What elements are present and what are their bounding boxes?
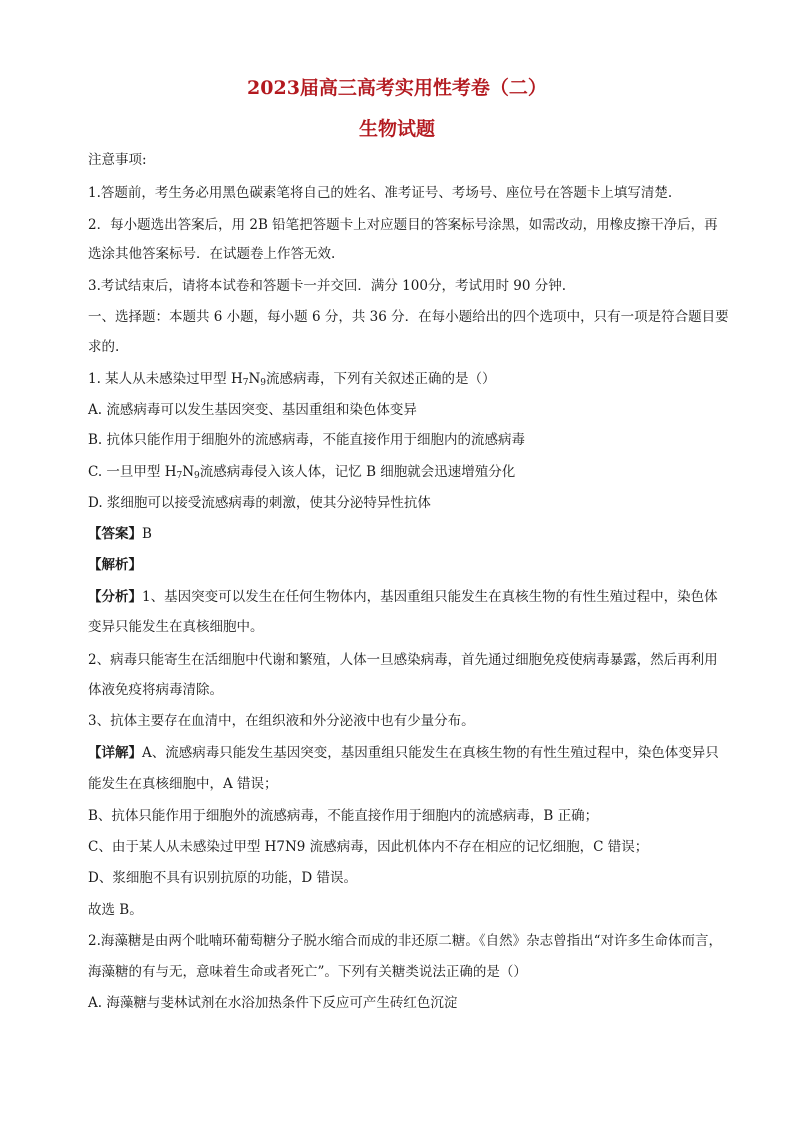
q1-option-c-sub2: 9: [194, 471, 200, 481]
xiangjie-d: D、浆细胞不具有识别抗原的功能，D 错误。: [88, 870, 357, 886]
xiangjie-b: B、抗体只能作用于细胞外的流感病毒，不能直接作用于细胞内的流感病毒，B 正确；: [88, 808, 599, 824]
question-2-stem-line-2: 海藻糖的有与无，意味着生命或者死亡”。下列有关糖类说法正确的是（）: [88, 964, 527, 980]
notice-heading: 注意事项:: [88, 152, 147, 168]
answer-tag: 【答案】: [88, 526, 142, 542]
xiangjie-a-line-1: [88, 743, 728, 763]
q1-stem-post: 流感病毒，下列有关叙述正确的是（）: [266, 371, 496, 387]
xiangjie-a-text: A、流感病毒只能发生基因突变，基因重组只能发生在真核生物的有性生殖过程中，染色体变异只: [142, 745, 719, 761]
q1-stem-sub2: 9: [260, 378, 267, 388]
q1-option-a: A. 流感病毒可以发生基因突变、基因重组和染色体变异: [88, 402, 417, 418]
q1-stem-pre: 1. 某人从未感染过甲型 H: [88, 371, 243, 387]
fenxi-3: 3、抗体主要存在血清中，在组织液和外分泌液中也有少量分布。: [88, 713, 475, 729]
fenxi-1-line-2: 变异只能发生在真核细胞中。: [88, 619, 264, 635]
q1-option-c-sub1: 7: [176, 471, 183, 481]
q1-option-c-post: 流感病毒侵入该人体，记忆 B 细胞就会迅速增殖分化: [199, 464, 516, 480]
notice-item-1: 1.答题前，考生务必用黑色碳素笔将自己的姓名、准考证号、考场号、座位号在答题卡上填写清楚.: [88, 185, 673, 201]
notice-item-2-line-2: 选涂其他答案标号．在试题卷上作答无效.: [88, 246, 336, 262]
q1-option-b: B. 抗体只能作用于细胞外的流感病毒，不能直接作用于细胞内的流感病毒: [88, 432, 526, 448]
section-1-line-1: 一、选择题：本题共 6 小题，每小题 6 分，共 36 分．在每小题给出的四个选项中，只有一项是符合题目要: [88, 309, 729, 325]
fenxi-2-line-2: 体液免疫将病毒清除。: [88, 682, 223, 698]
fenxi-1-text: 1、基因突变可以发生在任何生物体内，基因重组只能发生在真核生物的有性生殖过程中，染色体: [142, 589, 718, 605]
q1-option-c: [88, 462, 728, 486]
analysis-label: 【解析】: [88, 557, 142, 573]
q1-option-c-pre: C. 一旦甲型 H: [88, 464, 177, 480]
fenxi-tag: 【分析】: [88, 589, 142, 605]
analysis-tag: [88, 555, 728, 575]
q1-stem-sub1: 7: [242, 378, 249, 388]
q1-stem-mid: N: [248, 371, 261, 387]
xiangjie-c: C、由于某人从未感染过甲型 H7N9 流感病毒，因此机体内不存在相应的记忆细胞，C 错误；: [88, 839, 649, 855]
document-subtitle: 生物试题: [358, 118, 435, 140]
section-1-line-2: 求的.: [88, 339, 120, 355]
fenxi-1-line-1: [88, 587, 728, 607]
fenxi-2-line-1: 2、病毒只能寄生在活细胞中代谢和繁殖，人体一旦感染病毒，首先通过细胞免疫使病毒暴露，然后再利用: [88, 652, 718, 668]
q1-option-d: D. 浆细胞可以接受流感病毒的刺激，使其分泌特异性抗体: [88, 495, 431, 511]
notice-item-2-line-1: 2．每小题选出答案后，用 2B 铅笔把答题卡上对应题目的答案标号涂黑，如需改动，用橡皮擦干净后，再: [88, 217, 718, 233]
q2-option-a: A. 海藻糖与斐林试剂在水浴加热条件下反应可产生砖红色沉淀: [88, 995, 458, 1011]
q1-conclusion: 故选 B。: [88, 902, 143, 918]
question-1-stem: [88, 369, 728, 393]
document-title: 2023届高三高考实用性考卷（二）: [247, 77, 547, 99]
answer-value: B: [142, 526, 152, 542]
question-2-stem-line-1: 2.海藻糖是由两个吡喃环葡萄糖分子脱水缩合而成的非还原二糖。《自然》杂志曾指出“对许多生命体而言，: [88, 933, 723, 949]
notice-item-3: 3.考试结束后，请将本试卷和答题卡一并交回．满分 100分，考试用时 90 分钟.: [88, 278, 566, 294]
q1-option-c-mid: N: [182, 464, 195, 480]
xiangjie-tag: 【详解】: [88, 745, 142, 761]
xiangjie-a-line-2: 能发生在真核细胞中，A 错误；: [88, 776, 278, 792]
q1-answer: [88, 524, 728, 544]
